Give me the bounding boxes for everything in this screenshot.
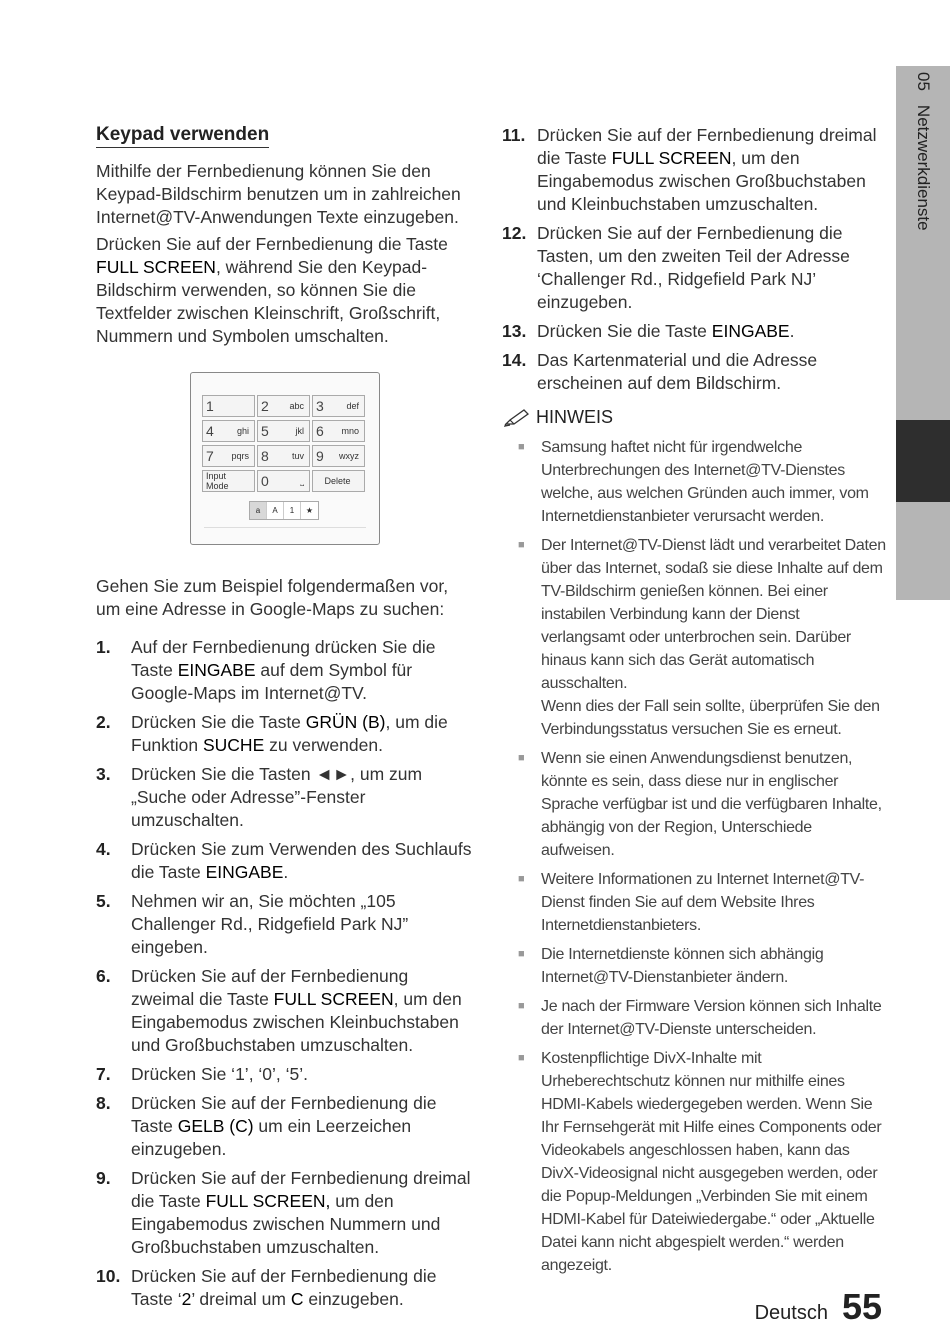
note-text <box>538 943 886 989</box>
note-text <box>538 747 886 862</box>
note-paragraph: Samsung haftet nicht für irgendwelche Unterbrechungen des Internet@TV-Dienstes welche, aus welchen Gründen auch immer, vom Internetdienstanbieter verursacht werden. <box>541 439 869 525</box>
step-text <box>537 124 886 216</box>
step-item <box>96 636 476 705</box>
note-item <box>502 436 886 528</box>
text: Drücken Sie zum Verwenden des Suchlaufs die Taste <box>131 839 472 882</box>
text: Drücken Sie auf der Fernbedienung die Tasten, um den zweiten Teil der Adresse ‘Challenger Rd., Ridgefield Park NJ’ einzugeben. <box>537 223 850 312</box>
hint-title: HINWEIS <box>536 407 614 427</box>
keypad-key <box>202 395 255 417</box>
step-number: 12. <box>502 223 527 243</box>
text: Drücken Sie auf der Fernbedienung dreimal die Taste <box>131 1168 471 1211</box>
step-text <box>131 965 476 1057</box>
section-title: Keypad verwenden <box>96 124 269 148</box>
step-text <box>537 320 886 343</box>
fullscreen-paragraph <box>96 233 476 348</box>
key-name: FULL SCREEN <box>96 257 216 277</box>
square-bullet-icon: ■ <box>518 752 525 764</box>
text: Nehmen wir an, Sie möchten „105 Challenger Rd., Ridgefield Park NJ” eingeben. <box>131 891 409 957</box>
step-item <box>96 1167 476 1259</box>
keypad-key <box>257 470 310 492</box>
step-number: 1. <box>96 637 111 657</box>
text: . <box>283 862 289 882</box>
key-name: SUCHE <box>202 735 265 755</box>
keypad-key-letters: mno <box>341 426 359 436</box>
step-text <box>131 890 476 959</box>
keypad-key-number: 5 <box>261 423 269 439</box>
keypad-key-letters: ghi <box>236 426 249 436</box>
keypad-key <box>312 395 365 417</box>
keypad-key-number: 4 <box>206 423 214 439</box>
keypad-key <box>312 470 365 492</box>
text: Drücken Sie auf der Fernbedienung die Taste <box>96 234 448 254</box>
keypad-key-letters: def <box>346 401 359 411</box>
step-number: 3. <box>96 764 111 784</box>
right-column <box>502 124 886 1283</box>
step-item <box>502 124 886 216</box>
keypad-row <box>202 445 370 467</box>
text: Drücken Sie auf der Fernbedienung dreimal die Taste <box>537 125 877 168</box>
step-text <box>537 222 886 314</box>
keypad-key <box>257 395 310 417</box>
keypad-key-number: 2 <box>261 398 269 414</box>
keypad-key <box>257 445 310 467</box>
chapter-label <box>913 72 933 231</box>
keypad-key-letters: pqrs <box>231 451 249 461</box>
step-item <box>96 838 476 884</box>
note-text <box>538 995 886 1041</box>
keypad-key-number: 1 <box>206 398 214 414</box>
left-column <box>96 124 476 1317</box>
notes-list <box>502 436 886 1277</box>
key-name: GELB (C) <box>177 1116 254 1136</box>
keypad-key-number: 3 <box>316 398 324 414</box>
left-steps-list <box>96 636 476 1311</box>
pencil-note-icon <box>504 409 530 427</box>
note-text <box>538 534 886 741</box>
text: Drücken Sie die Tasten ◄►, um zum „Suche oder Adresse”-Fenster umzuschalten. <box>131 764 423 830</box>
text: einzugeben. <box>303 1289 404 1309</box>
text: , um den Eingabemodus zwischen Großbuchstaben und Kleinbuchstaben umzuschalten. <box>537 148 866 214</box>
input-mode-bar <box>249 501 319 520</box>
square-bullet-icon: ■ <box>518 873 525 885</box>
input-mode-option: 1 <box>284 502 301 519</box>
keypad-key <box>312 445 365 467</box>
page-footer <box>755 1286 882 1328</box>
key-name: EINGABE <box>711 321 790 341</box>
step-text <box>131 711 476 757</box>
example-intro: Gehen Sie zum Beispiel folgendermaßen vor, um eine Adresse in Google-Maps zu suchen: <box>96 576 449 619</box>
step-text <box>131 838 476 884</box>
note-item <box>502 1047 886 1277</box>
text: Drücken Sie die Taste <box>131 712 306 732</box>
step-number: 8. <box>96 1093 111 1113</box>
input-mode-option: A <box>267 502 284 519</box>
note-paragraph: Die Internetdienste können sich abhängig Internet@TV-Dienstanbieter ändern. <box>541 946 824 986</box>
text: auf dem Symbol für Google-Maps im Internet@TV. <box>131 660 413 703</box>
keypad-key-number: 9 <box>316 448 324 464</box>
text: Drücken Sie auf der Fernbedienung die Taste ‘ <box>131 1266 437 1309</box>
step-item <box>96 711 476 757</box>
keypad-key-letters: jkl <box>295 426 304 436</box>
step-number: 10. <box>96 1266 121 1286</box>
key-name: GRÜN (B) <box>305 712 386 732</box>
step-item <box>502 222 886 314</box>
keypad-key <box>202 470 255 492</box>
text: ’ dreimal um <box>191 1289 291 1309</box>
square-bullet-icon: ■ <box>518 441 525 453</box>
square-bullet-icon: ■ <box>518 539 525 551</box>
text: . <box>789 321 795 341</box>
note-item <box>502 868 886 937</box>
note-item <box>502 995 886 1041</box>
footer-language: Deutsch <box>754 1302 828 1324</box>
keypad-key-number: 7 <box>206 448 214 464</box>
step-item <box>96 763 476 832</box>
keypad-key-letters: ⎵ <box>300 475 304 486</box>
note-text <box>538 1047 886 1277</box>
step-item <box>502 320 886 343</box>
keypad-key-number: 6 <box>316 423 324 439</box>
text: , um die Funktion <box>131 712 448 755</box>
text: Das Kartenmaterial und die Adresse erscheinen auf dem Bildschirm. <box>537 350 818 393</box>
step-number: 9. <box>96 1168 111 1188</box>
step-number: 14. <box>502 350 527 370</box>
keypad-key <box>202 420 255 442</box>
step-item <box>96 1063 476 1086</box>
note-text <box>538 436 886 528</box>
keypad-key <box>202 445 255 467</box>
text: , um den Eingabemodus zwischen Kleinbuchstaben und Großbuchstaben umzuschalten. <box>131 989 462 1055</box>
note-item <box>502 534 886 741</box>
key-name: EINGABE <box>177 660 256 680</box>
chapter-number: 05 <box>914 72 933 91</box>
step-item <box>502 349 886 395</box>
note-paragraph: Je nach der Firmware Version können sich Inhalte der Internet@TV-Dienste unterscheiden. <box>541 998 882 1038</box>
note-paragraph: Weitere Informationen zu Internet Internet@TV-Dienst finden Sie auf dem Website Ihres Internetdienstanbieters. <box>541 871 865 934</box>
note-paragraph: Wenn dies der Fall sein sollte, überprüfen Sie den Verbindungsstatus versuchen Sie es erneut. <box>541 698 880 738</box>
keypad-key-letters: tuv <box>291 451 304 461</box>
right-steps-list <box>502 124 886 395</box>
keypad-key <box>257 420 310 442</box>
hint-heading <box>504 407 886 428</box>
key-name: EINGABE <box>205 862 284 882</box>
keypad-row <box>202 395 370 417</box>
step-text <box>131 763 476 832</box>
note-paragraph: Kostenpflichtige DivX-Inhalte mit Urheberechtschutz können nur mithilfe eines HDMI-Kabels wiedergegeben werden. Wenn Sie Ihr Fernsehgerät mit Hilfe eines Components oder Videokabels angeschlossen haben, kann das DivX-Videosignal nicht ausgegeben werden, oder die Popup-Meldungen „Verbinden Sie mit einem HDMI-Kabel für Dateiwiedergabe.“ oder „Aktuelle Datei kann nicht abgespielt werden.“ werden angezeigt. <box>541 1050 882 1274</box>
step-number: 7. <box>96 1064 111 1084</box>
note-paragraph: Der Internet@TV-Dienst lädt und verarbeitet Daten über das Internet, sodaß sie diese Inhalte auf dem TV-Bildschirm genießen können. Bei einer instabilen Verbindung kann der Dienst verlangsamt oder unterbrochen sein. Darüber hinaus kann sich das Gerät automatisch ausschalten. <box>541 537 886 692</box>
step-number: 5. <box>96 891 111 911</box>
note-text <box>538 868 886 937</box>
step-number: 2. <box>96 712 111 732</box>
step-text <box>537 349 886 395</box>
key-name: FULL SCREEN <box>273 989 394 1009</box>
text: , während Sie den Keypad-Bildschirm verwenden, so können Sie die Textfelder zwischen Kleinschrift, Großschrift, Nummern und Symbolen umschalten. <box>96 257 441 346</box>
page-number: 55 <box>841 1286 882 1327</box>
keypad-divider <box>204 527 366 528</box>
key-name: 2 <box>181 1289 192 1309</box>
step-text <box>131 1167 476 1259</box>
square-bullet-icon: ■ <box>518 1052 525 1064</box>
key-name: C <box>290 1289 304 1309</box>
step-text <box>131 1063 476 1086</box>
keypad-key-letters: Delete <box>324 476 351 486</box>
step-number: 11. <box>502 125 526 145</box>
step-item <box>96 890 476 959</box>
key-name: FULL SCREEN <box>611 148 732 168</box>
keypad-key-number: 8 <box>261 448 269 464</box>
square-bullet-icon: ■ <box>518 1000 525 1012</box>
chapter-title: Netzwerkdienste <box>914 104 933 231</box>
step-item <box>96 965 476 1057</box>
step-item <box>96 1092 476 1161</box>
note-paragraph: Wenn sie einen Anwendungsdienst benutzen, könnte es sein, dass diese nur in englischer Sprache verfügbar ist und die verfügbaren Inhalte, abhängig von der Region, Unterschiede aufweisen. <box>541 750 882 859</box>
step-number: 13. <box>502 321 527 341</box>
keypad-key-letters: Input Mode <box>206 471 229 491</box>
step-number: 4. <box>96 839 111 859</box>
keypad-key-letters: abc <box>289 401 304 411</box>
keypad-row <box>202 470 370 492</box>
keypad-key-letters: wxyz <box>339 451 359 461</box>
step-text <box>131 1265 476 1311</box>
text: um den Eingabemodus zwischen Nummern und Großbuchstaben umzuschalten. <box>131 1191 441 1257</box>
keypad-key <box>312 420 365 442</box>
keypad-illustration <box>190 372 380 545</box>
step-text <box>131 1092 476 1161</box>
step-text <box>131 636 476 705</box>
intro-paragraph: Mithilfe der Fernbedienung können Sie den Keypad-Bildschirm benutzen um in zahlreichen Internet@TV-Anwendungen Texte einzugeben. <box>96 161 461 227</box>
text: Drücken Sie ‘1’, ‘0’, ‘5’. <box>131 1064 309 1084</box>
input-mode-option: a <box>250 502 267 519</box>
text: Auf der Fernbedienung drücken Sie die Taste <box>131 637 436 680</box>
note-item <box>502 747 886 862</box>
keypad-grid <box>202 395 370 495</box>
key-name: FULL SCREEN, <box>205 1191 331 1211</box>
text: um ein Leerzeichen einzugeben. <box>131 1116 412 1159</box>
keypad-key-number: 0 <box>261 473 269 489</box>
text: Drücken Sie auf der Fernbedienung zweimal die Taste <box>131 966 409 1009</box>
note-item <box>502 943 886 989</box>
keypad-row <box>202 420 370 442</box>
text: zu verwenden. <box>264 735 383 755</box>
square-bullet-icon: ■ <box>518 948 525 960</box>
step-number: 6. <box>96 966 111 986</box>
text: Drücken Sie die Taste <box>537 321 712 341</box>
text: Drücken Sie auf der Fernbedienung die Taste <box>131 1093 437 1136</box>
input-mode-option: ★ <box>301 502 318 519</box>
step-item <box>96 1265 476 1311</box>
chapter-side-marker <box>896 420 950 502</box>
